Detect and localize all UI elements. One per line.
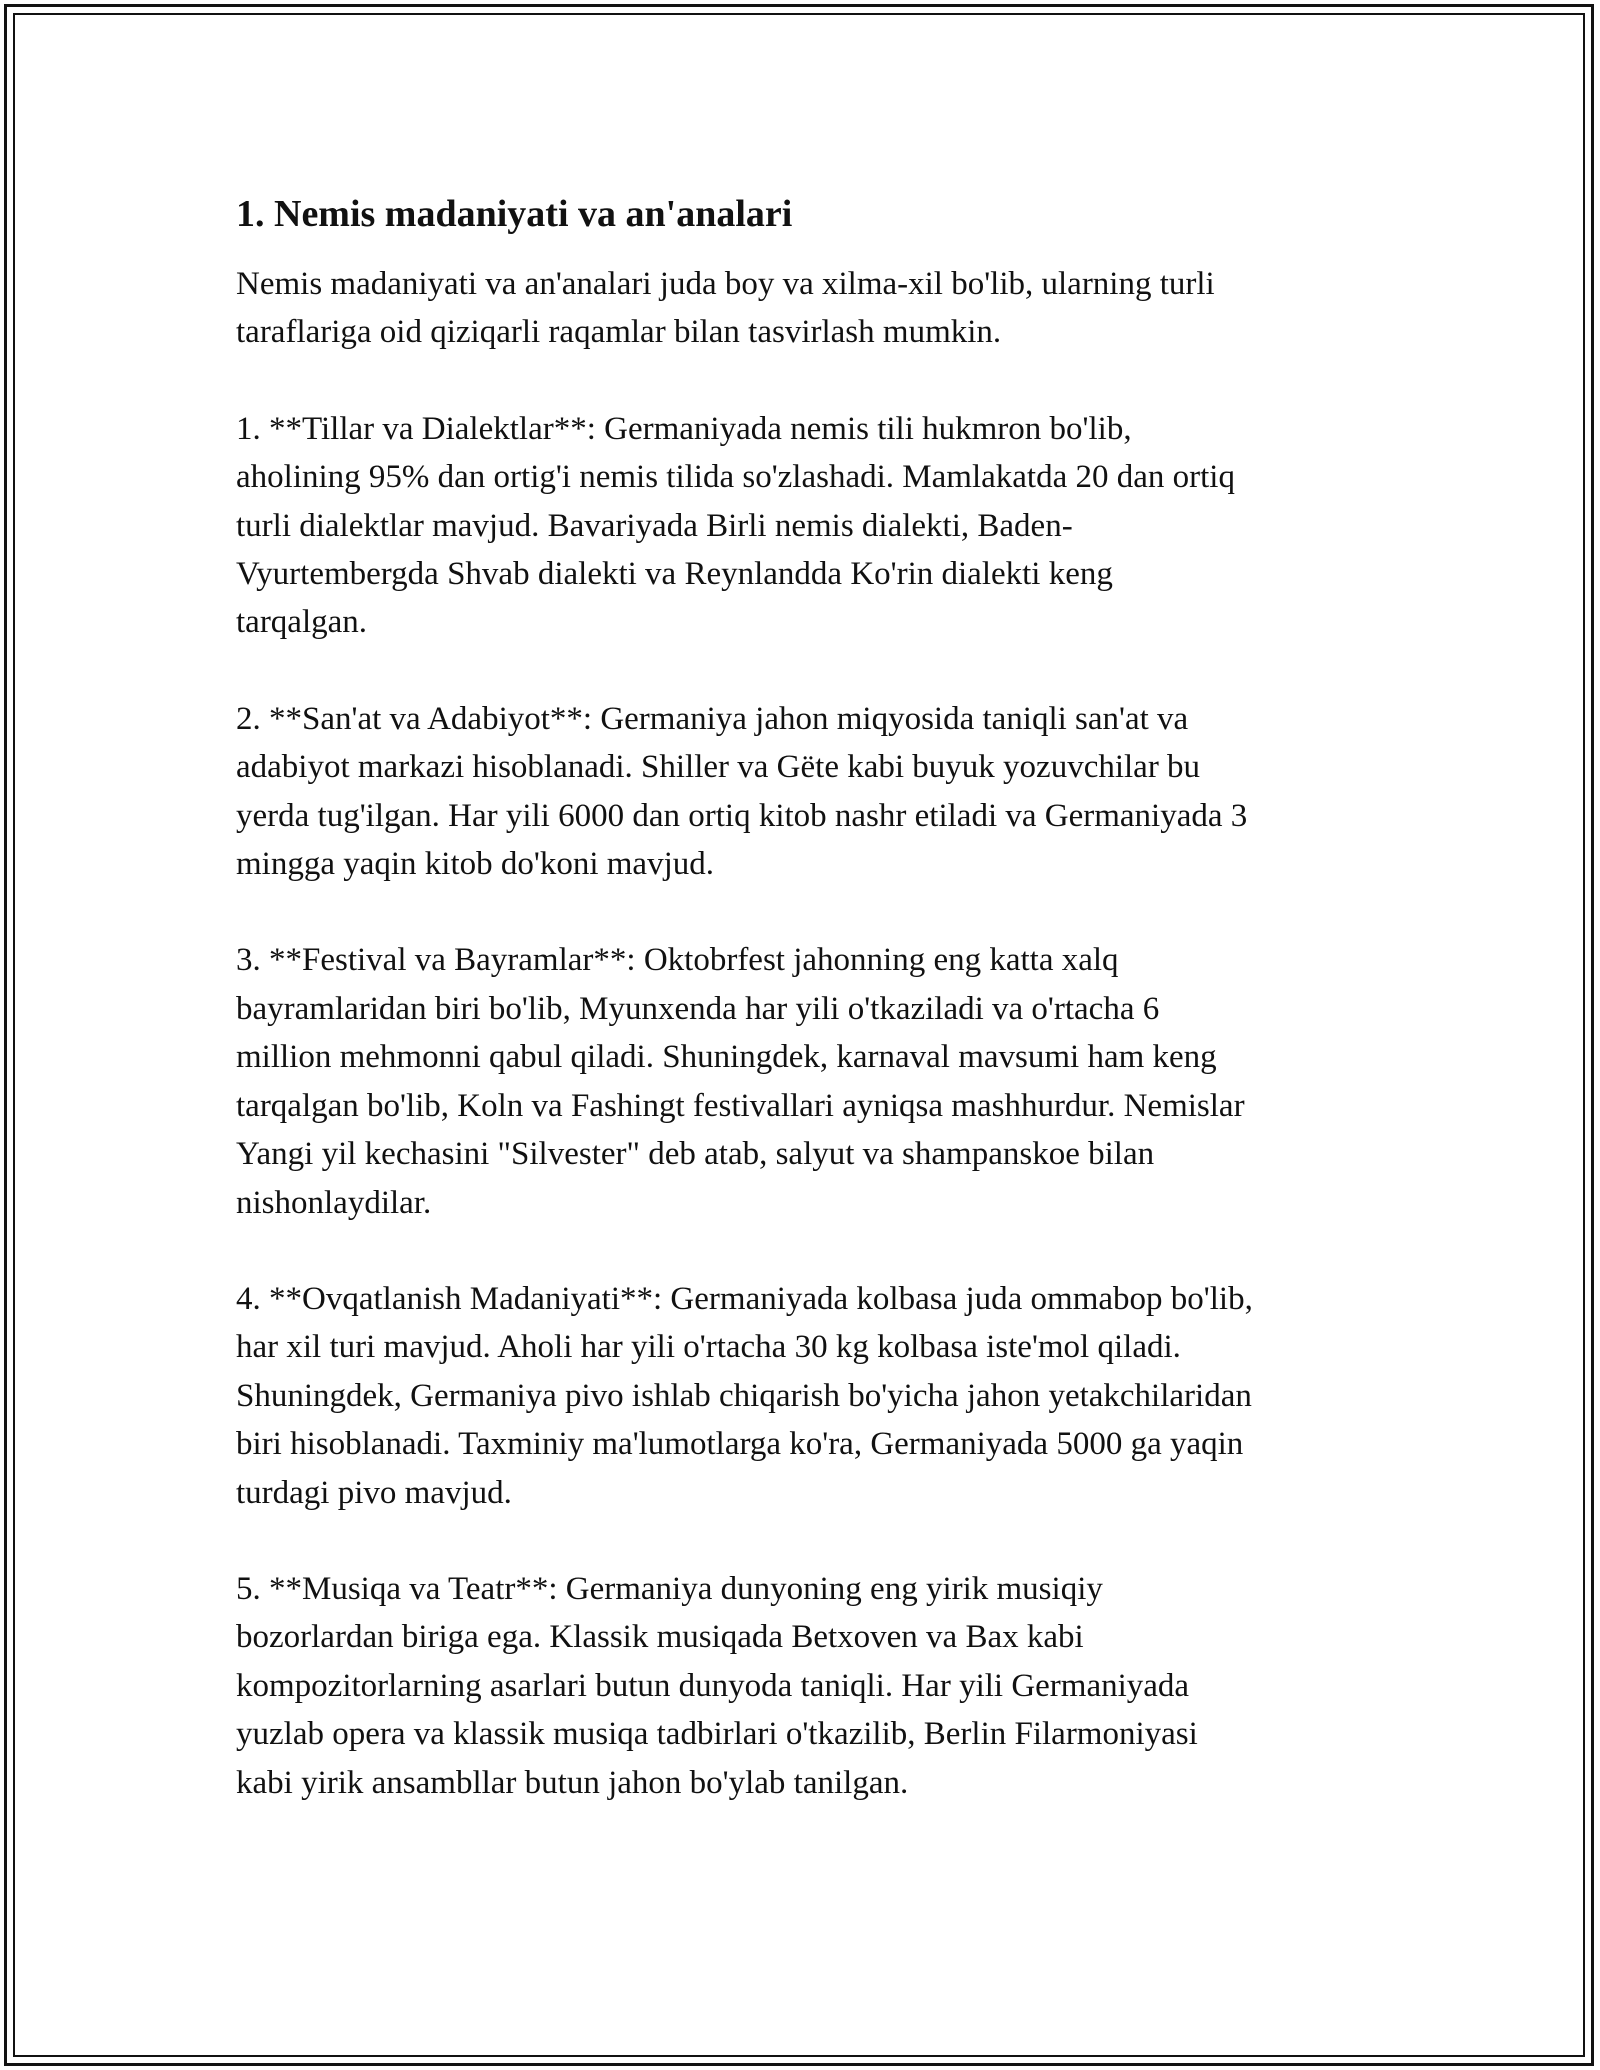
section-languages-paragraph: 1. **Tillar va Dialektlar**: Germaniyada nemis tili hukmron bo'lib, aholining 95% dan ortig'i nemis tilida so'zlashadi. Mamlakatda 20 dan ortiq turli dialektlar mavjud. Bavariyada Birli nemis dialekti, Baden- Vyurtembergda Shvab dialekti va Reynlandda Ko'rin dialekti keng tarqalgan. <box>236 410 1235 641</box>
section-food-culture-paragraph: 4. **Ovqatlanish Madaniyati**: Germaniyada kolbasa juda ommabop bo'lib, har xil turi mavjud. Aholi har yili o'rtacha 30 kg kolbasa iste'mol qiladi. Shuningdek, Germaniya pivo ishlab chiqarish bo'yicha jahon yetakchilaridan biri hisoblanadi. Taxminiy ma'lumotlarga ko'ra, Germaniyada 5000 ga yaqin turdagi pivo mavjud. <box>236 1280 1253 1511</box>
section-music-theatre-paragraph: 5. **Musiqa va Teatr**: Germaniya dunyoning eng yirik musiqiy bozorlardan biriga ega. Klassik musiqada Betxoven va Bax kabi kompozitorlarning asarlari butun dunyoda taniqli. Har yili Germaniyada yuzlab opera va klassik musiqa tadbirlari o'tkazilib, Berlin Filarmoniyasi kabi yirik ansambllar butun jahon bo'ylab tanilgan. <box>236 1570 1198 1801</box>
document-title: 1. Nemis madaniyati va an'analari <box>236 193 793 235</box>
document-body <box>236 188 1386 1855</box>
intro-paragraph: Nemis madaniyati va an'analari juda boy va xilma-xil bo'lib, ularning turli taraflariga oid qiziqarli raqamlar bilan tasvirlash mumkin. <box>236 266 1215 351</box>
section-art-literature-paragraph: 2. **San'at va Adabiyot**: Germaniya jahon miqyosida taniqli san'at va adabiyot markazi hisoblanadi. Shiller va Gëte kabi buyuk yozuvchilar bu yerda tug'ilgan. Har yili 6000 dan ortiq kitob nashr etiladi va Germaniyada 3 mingga yaqin kitob do'koni mavjud. <box>236 700 1248 883</box>
section-festivals-paragraph: 3. **Festival va Bayramlar**: Oktobrfest jahonning eng katta xalq bayramlaridan biri bo'lib, Myunxenda har yili o'tkaziladi va o'rtacha 6 million mehmonni qabul qiladi. Shuningdek, karnaval mavsumi ham keng tarqalgan bo'lib, Koln va Fashingt festivallari ayniqsa mashhurdur. Nemislar Yangi yil kechasini "Silvester" deb atab, salyut va shampanskoe bilan nishonlaydilar. <box>236 942 1245 1221</box>
